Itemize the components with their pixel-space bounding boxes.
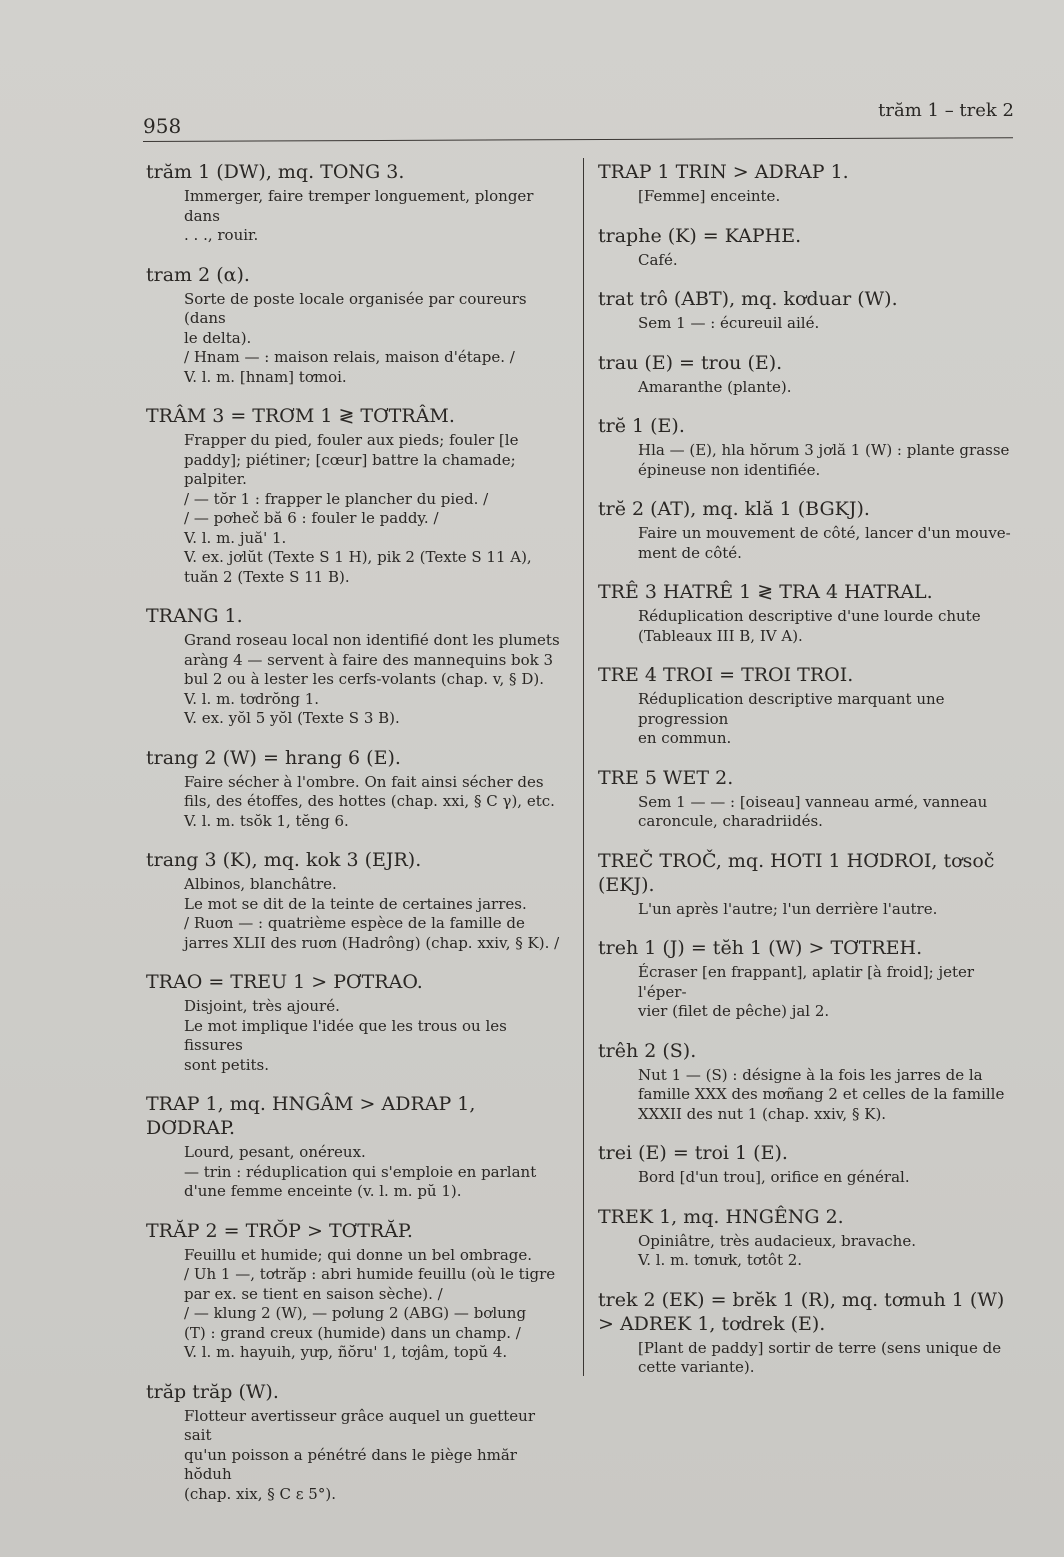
entry-definition: Immerger, faire tremper longuement, plonger dans . . ., rouir. (184, 187, 534, 244)
entry-headword: TREČ TROČ, mq. HOTI 1 HƠDROI, tơsoč (EKJ). (598, 849, 995, 896)
entry-headword: TREK 1, mq. HNGÊNG 2. (598, 1205, 844, 1228)
entry-headword: trek 2 (EK) = brĕk 1 (R), mq. tơmuh 1 (W) > ADREK 1, tơdrek (E). (598, 1288, 1005, 1335)
dictionary-entry (598, 663, 1016, 749)
entry-headword: TRAP 1, mq. HNGÂM > ADRAP 1, DƠDRAP. (146, 1093, 476, 1139)
dictionary-entry (598, 497, 1016, 563)
dictionary-entry (598, 224, 1016, 271)
entry-headword: trang 2 (W) = hrang 6 (E). (146, 746, 401, 769)
entry-headword: TRAP 1 TRIN > ADRAP 1. (598, 161, 849, 183)
entry-definition: Disjoint, très ajouré. Le mot implique l'idée que les trous ou les fissures sont petits. (184, 997, 507, 1074)
entry-definition: Faire un mouvement de côté, lancer d'un mouve- ment de côté. (638, 524, 1011, 562)
entry-headword: trĕ 1 (E). (598, 415, 685, 437)
entry-definition: Grand roseau local non identifié dont les plumets aràng 4 — servent à faire des mannequins bok 3 bul 2 ou à lester les cerfs-volants (chap. v, § D). V. l. m. tơdrŏng 1. V. ex. yŏl 5 yŏl (Texte S 3 B). (184, 631, 560, 727)
dictionary-entry (146, 1219, 566, 1363)
entry-definition: Amaranthe (plante). (638, 377, 792, 396)
dictionary-entry (146, 404, 566, 587)
entry-definition: L'un après l'autre; l'un derrière l'autre. (638, 899, 938, 918)
dictionary-entry (598, 160, 1016, 207)
dictionary-entry (146, 746, 566, 832)
dictionary-entry (146, 1380, 566, 1505)
entry-definition: Opiniâtre, très audacieux, bravache. V. l. m. tơnưk, tơtôt 2. (638, 1231, 916, 1269)
entry-headword: TRE 5 WET 2. (598, 766, 734, 789)
entry-definition: Sorte de poste locale organisée par coureurs (dans le delta). / Hnam — : maison relais, maison d'étape. / V. l. m. [hnam] tơmoi. (184, 289, 527, 386)
dictionary-entry (598, 766, 1016, 832)
right-column (598, 160, 1016, 1395)
entry-definition: Écraser [en frappant], aplatir [à froid]; jeter l'éper- vier (filet de pêche) jal 2. (638, 963, 975, 1020)
entry-definition: Faire sécher à l'ombre. On fait ainsi sécher des fils, des étoffes, des hottes (chap. xxi, § C γ), etc. V. l. m. tsŏk 1, tĕng 6. (184, 772, 555, 830)
header-rule (143, 137, 1013, 142)
dictionary-entry (146, 970, 566, 1075)
entry-headword: trăm 1 (DW), mq. TONG 3. (146, 161, 405, 183)
entry-definition: Feuillu et humide; qui donne un bel ombrage. / Uh 1 —, tơtrăp : abri humide feuillu (où le tigre par ex. se tient en saison sèche). / / — klung 2 (W), — pơlung 2 (ABG) — bơlung (T) : grand creux (humide) dans un champ. / V. l. m. hayuih, yưp, ñŏru' 1, tơjâm, topŭ 4. (184, 1245, 556, 1361)
entry-definition: Nut 1 — (S) : désigne à la fois les jarres de la famille XXX des mơñang 2 et celles de la famille XXXII des nut 1 (chap. xxiv, § K). (638, 1065, 1005, 1123)
entry-definition: Café. (638, 250, 678, 269)
dictionary-entry (146, 1092, 566, 1202)
dictionary-entry (146, 263, 566, 388)
running-title: trăm 1 – trek 2 (878, 100, 1014, 121)
dictionary-entry (598, 849, 1016, 920)
entry-headword: trau (E) = trou (E). (598, 351, 783, 374)
dictionary-entry (598, 287, 1016, 334)
entry-headword: TRĂP 2 = TRŎP > TƠTRĂP. (146, 1219, 413, 1242)
entry-definition: Lourd, pesant, onéreux. — trin : réduplication qui s'emploie en parlant d'une femme enceinte (v. l. m. pŭ 1). (184, 1143, 537, 1200)
entry-headword: TRE 4 TROI = TROI TROI. (598, 664, 854, 686)
left-column (146, 160, 566, 1521)
entry-headword: trăp trăp (W). (146, 1380, 279, 1403)
dictionary-entry (146, 160, 566, 246)
entry-definition: Bord [d'un trou], orifice en général. (638, 1168, 910, 1186)
entry-definition: Sem 1 — : écureuil ailé. (638, 314, 820, 332)
dictionary-entry (146, 848, 566, 953)
entry-headword: trei (E) = troi 1 (E). (598, 1142, 788, 1164)
entry-definition: [Femme] enceinte. (638, 187, 781, 205)
entry-headword: TRÂM 3 = TRƠM 1 ≷ TƠTRÂM. (146, 405, 455, 427)
entry-definition: Sem 1 — — : [oiseau] vanneau armé, vanneau caroncule, charadriidés. (638, 792, 988, 830)
entry-definition: Albinos, blanchâtre. Le mot se dit de la teinte de certaines jarres. / Ruơn — : quatrième espèce de la famille de jarres XLII des ruơn (Hadrông) (chap. xxiv, § K). / (184, 875, 560, 952)
entry-definition: Réduplication descriptive d'une lourde chute (Tableaux III B, IV A). (638, 607, 981, 645)
entry-headword: trĕ 2 (AT), mq. klă 1 (BGKJ). (598, 498, 870, 520)
entry-headword: trat trô (ABT), mq. kơduar (W). (598, 288, 898, 310)
dictionary-entry (598, 414, 1016, 480)
column-divider (583, 158, 584, 1376)
entry-definition: [Plant de paddy] sortir de terre (sens unique de cette variante). (638, 1338, 1002, 1376)
entry-headword: traphe (K) = KAPHE. (598, 224, 802, 247)
entry-headword: trang 3 (K), mq. kok 3 (EJR). (146, 849, 422, 871)
dictionary-entry (598, 351, 1016, 398)
dictionary-entry (598, 1288, 1016, 1378)
dictionary-entry (598, 580, 1016, 646)
entry-headword: TRANG 1. (146, 605, 243, 627)
entry-definition: Flotteur avertisseur grâce auquel un guetteur sait qu'un poisson a pénétré dans le piège hmăr hŏduh (chap. xix, § C ε 5°). (184, 1406, 535, 1503)
entry-headword: TRÊ 3 HATRÊ 1 ≷ TRA 4 HATRAL. (598, 581, 933, 603)
entry-headword: trêh 2 (S). (598, 1039, 697, 1062)
entry-definition: Hla — (E), hla hŏrum 3 jơlă 1 (W) : plante grasse épineuse non identifiée. (638, 441, 1010, 479)
entry-headword: treh 1 (J) = tĕh 1 (W) > TƠTREH. (598, 937, 923, 959)
dictionary-entry (598, 1141, 1016, 1188)
entry-definition: Réduplication descriptive marquant une progression en commun. (638, 690, 945, 747)
entry-definition: Frapper du pied, fouler aux pieds; fouler [le paddy]; piétiner; [cœur] battre la chamade; palpiter. / — tŏr 1 : frapper le plancher du pied. / / — pơheč bă 6 : fouler le paddy. / V. l. m. juă' 1. V. ex. jơlŭt (Texte S 1 H), pik 2 (Texte S 11 A), tuăn 2 (Texte S 11 B). (184, 431, 532, 586)
dictionary-entry (146, 604, 566, 729)
page-number: 958 (143, 114, 182, 138)
entry-headword: tram 2 (α). (146, 263, 250, 286)
dictionary-entry (598, 1039, 1016, 1125)
entry-headword: TRAO = TREU 1 > PƠTRAO. (146, 971, 423, 993)
dictionary-entry (598, 936, 1016, 1022)
dictionary-entry (598, 1205, 1016, 1271)
